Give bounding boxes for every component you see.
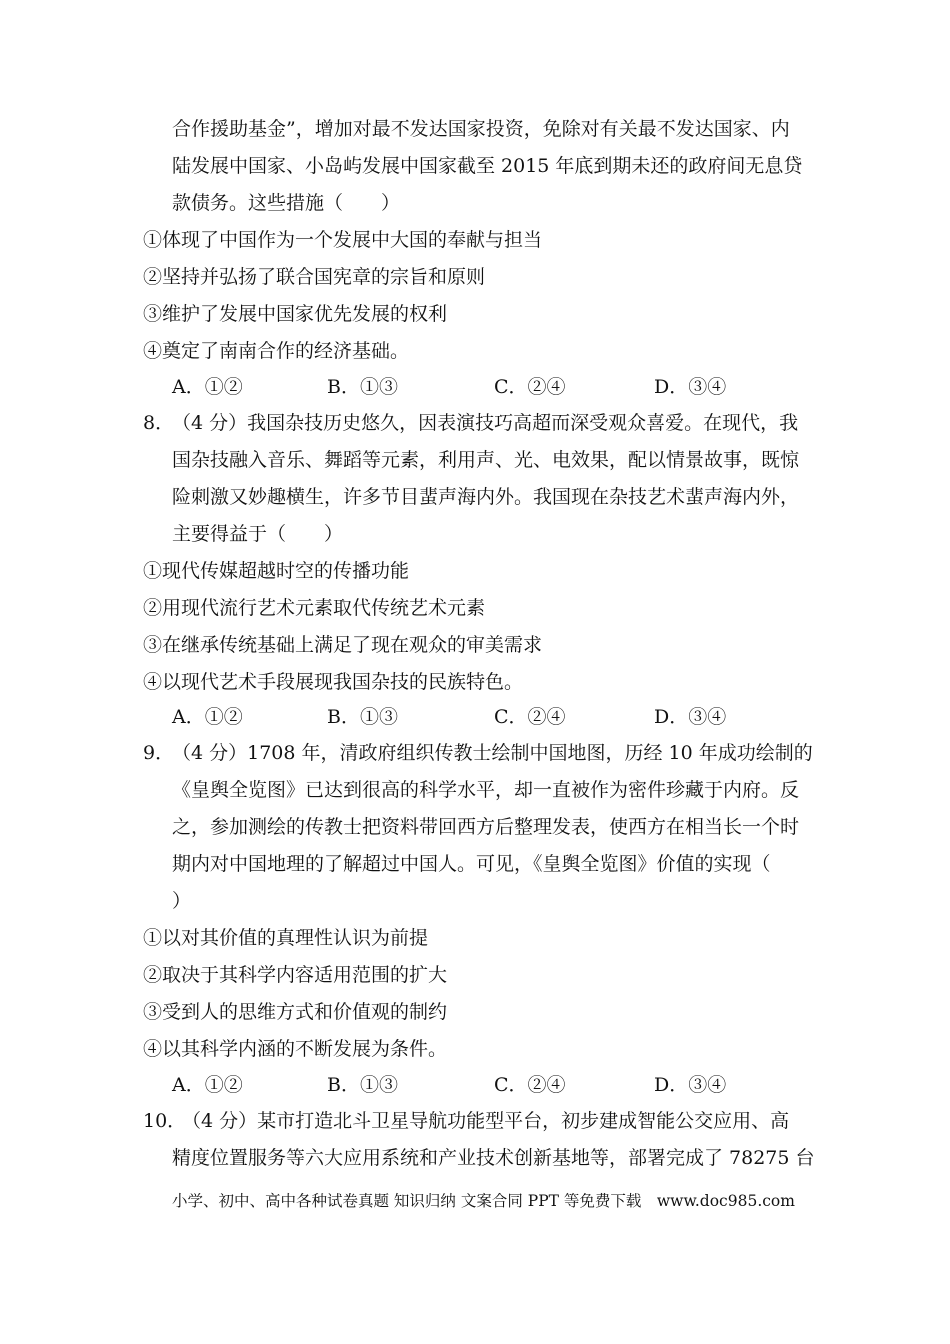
q7-option-c: C．②④	[494, 376, 566, 398]
q7-item-1: ①体现了中国作为一个发展中大国的奉献与担当	[143, 229, 543, 251]
q9-item-3: ③受到人的思维方式和价值观的制约	[143, 1001, 448, 1023]
q9-line-2: 《皇舆全览图》已达到很高的科学水平，却一直被作为密件珍藏于内府。反	[172, 779, 800, 801]
q10-line-2: 精度位置服务等六大应用系统和产业技术创新基地等，部署完成了 78275 台	[172, 1147, 815, 1169]
q7-line-2: 陆发展中国家、小岛屿发展中国家截至 2015 年底到期未还的政府间无息贷	[172, 155, 803, 177]
q10-line-1: （4 分）某市打造北斗卫星导航功能型平台，初步建成智能公交应用、高	[182, 1110, 790, 1132]
q7-line-3: 款债务。这些措施（ ）	[172, 192, 401, 214]
q9-number: 9．	[143, 742, 175, 764]
q9-option-c: C．②④	[494, 1074, 566, 1096]
q8-option-a: A．①②	[172, 706, 243, 728]
q9-line-3: 之，参加测绘的传教士把资料带回西方后整理发表，使西方在相当长一个时	[172, 816, 800, 838]
q9-item-1: ①以对其价值的真理性认识为前提	[143, 927, 429, 949]
q9-option-a: A．①②	[172, 1074, 243, 1096]
q7-item-2: ②坚持并弘扬了联合国宪章的宗旨和原则	[143, 266, 486, 288]
q8-item-2: ②用现代流行艺术元素取代传统艺术元素	[143, 597, 486, 619]
q8-option-c: C．②④	[494, 706, 566, 728]
q8-item-3: ③在继承传统基础上满足了现在观众的审美需求	[143, 634, 543, 656]
q9-item-2: ②取决于其科学内容适用范围的扩大	[143, 964, 448, 986]
q8-line-4: 主要得益于（ ）	[172, 523, 344, 545]
q10-number: 10．	[143, 1110, 187, 1132]
q8-line-3: 险刺激又妙趣横生，许多节目蜚声海内外。我国现在杂技艺术蜚声海内外，	[172, 486, 800, 508]
q7-option-a: A．①②	[172, 376, 243, 398]
q9-line-1: （4 分）1708 年，清政府组织传教士绘制中国地图，历经 10 年成功绘制的	[172, 742, 813, 764]
q7-item-3: ③维护了发展中国家优先发展的权利	[143, 303, 448, 325]
q8-option-d: D．③④	[654, 706, 727, 728]
q9-option-b: B．①③	[327, 1074, 398, 1096]
q8-line-2: 国杂技融入音乐、舞蹈等元素，利用声、光、电效果，配以情景故事，既惊	[172, 449, 800, 471]
q9-item-4: ④以其科学内涵的不断发展为条件。	[143, 1038, 448, 1060]
q8-item-4: ④以现代艺术手段展现我国杂技的民族特色。	[143, 671, 524, 693]
q7-item-4: ④奠定了南南合作的经济基础。	[143, 340, 410, 362]
q9-line-4: 期内对中国地理的了解超过中国人。可见，《皇舆全览图》价值的实现（	[172, 853, 771, 875]
q7-option-b: B．①③	[327, 376, 398, 398]
q9-option-d: D．③④	[654, 1074, 727, 1096]
q8-item-1: ①现代传媒超越时空的传播功能	[143, 560, 410, 582]
q7-line-1: 合作援助基金”，增加对最不发达国家投资，免除对有关最不发达国家、内	[172, 118, 790, 140]
q8-number: 8．	[143, 412, 175, 434]
q9-line-5: ）	[172, 890, 192, 912]
q7-option-d: D．③④	[654, 376, 727, 398]
q8-line-1: （4 分）我国杂技历史悠久，因表演技巧高超而深受观众喜爱。在现代，我	[172, 412, 799, 434]
page-footer: 小学、初中、高中各种试卷真题 知识归纳 文案合同 PPT 等免费下载 www.doc985.com	[172, 1192, 795, 1210]
q8-option-b: B．①③	[327, 706, 398, 728]
